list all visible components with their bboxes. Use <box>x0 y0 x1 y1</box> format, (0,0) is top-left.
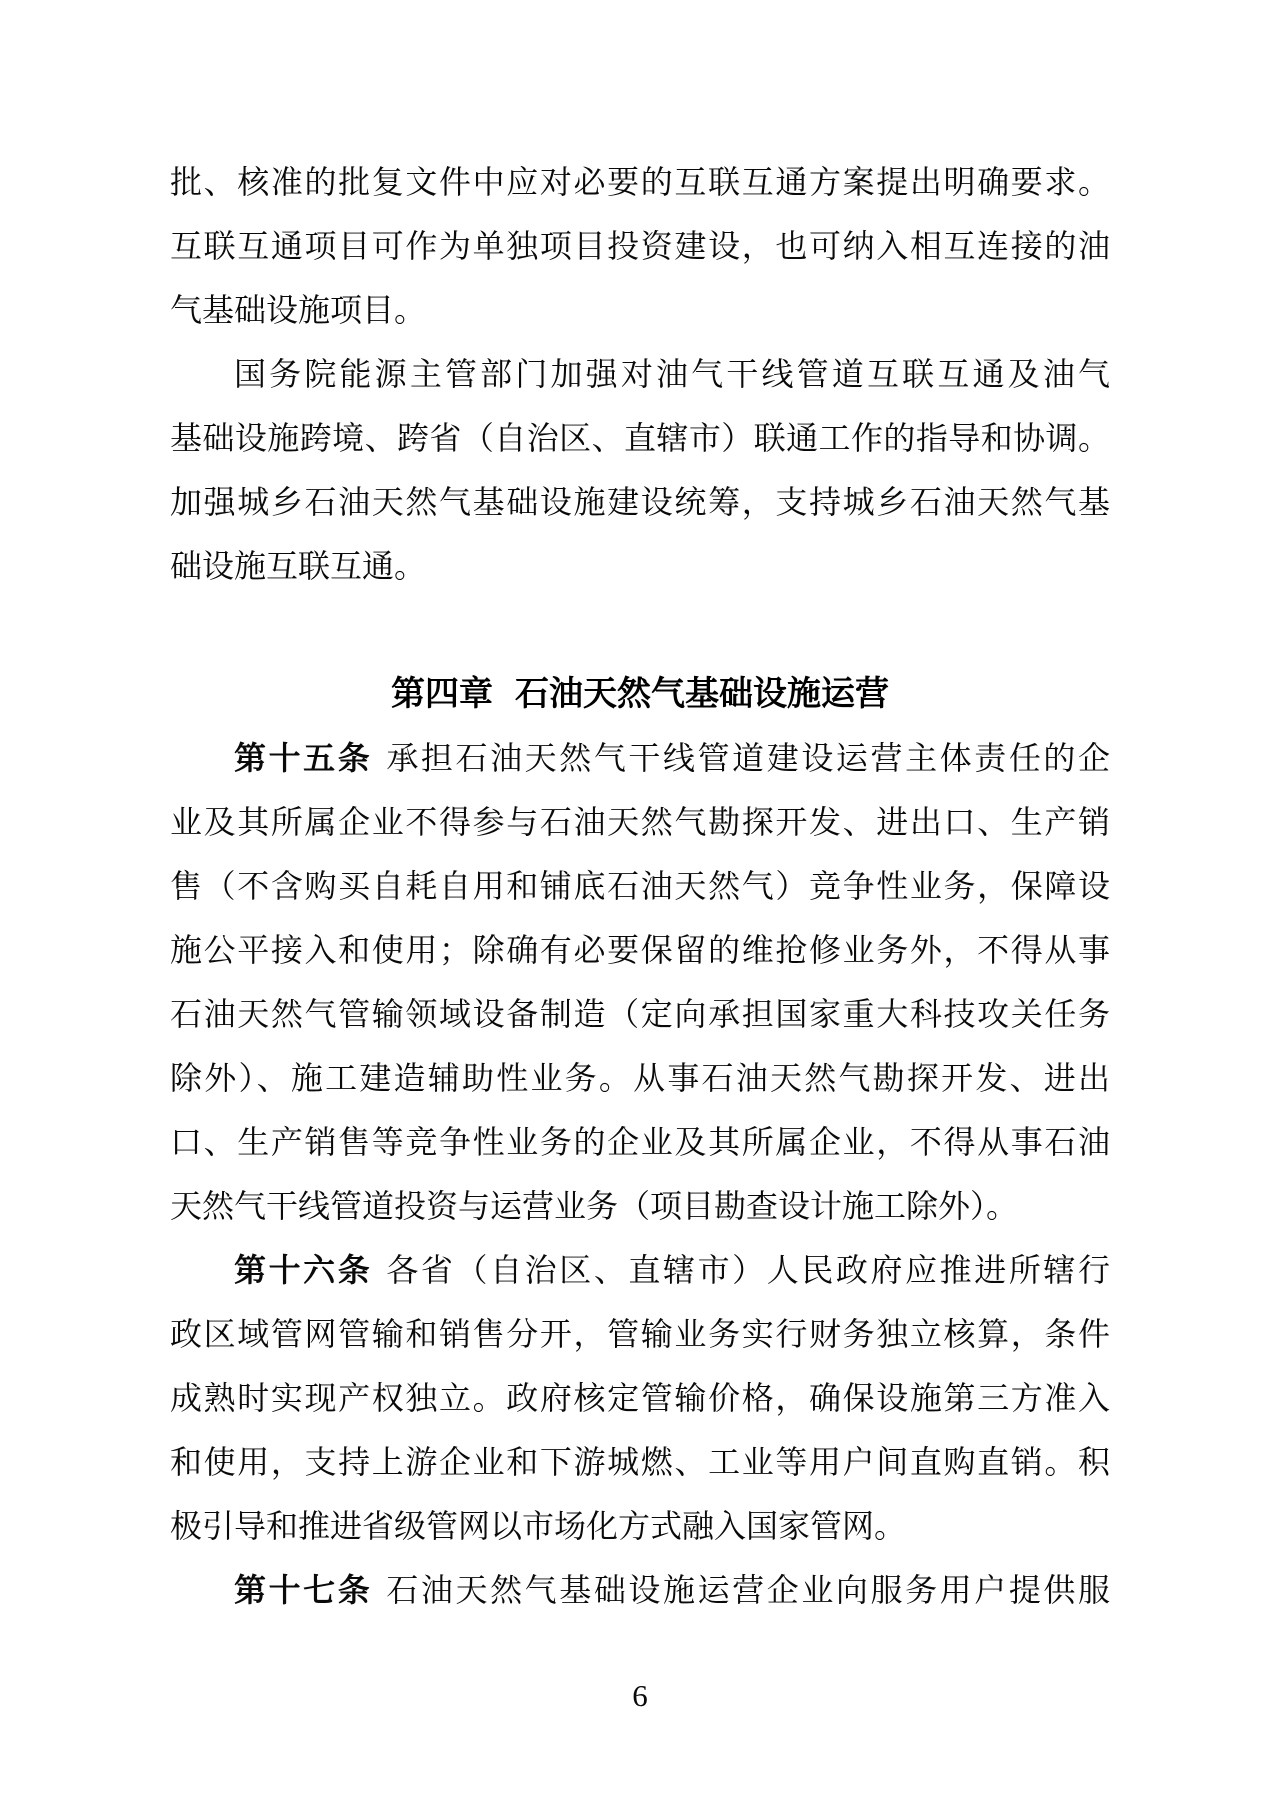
article-number: 第十七条 <box>234 1572 373 1608</box>
article-text: 石油天然气基础设施运营企业向服务用户提供服 <box>386 1572 1110 1608</box>
article-number: 第十五条 <box>234 740 373 776</box>
article-text: 各省（自治区、直辖市）人民政府应推进所辖行 <box>386 1252 1110 1288</box>
body-line: 业及其所属企业不得参与石油天然气勘探开发、进出口、生产销 <box>170 804 1110 840</box>
body-line: 加强城乡石油天然气基础设施建设统筹，支持城乡石油天然气基 <box>170 484 1110 520</box>
body-line: 础设施互联互通。 <box>170 548 427 584</box>
body-line: 互联互通项目可作为单独项目投资建设，也可纳入相互连接的油 <box>170 228 1110 264</box>
chapter-number: 第四章 <box>391 675 493 713</box>
body-line: 政区域管网管输和销售分开，管输业务实行财务独立核算，条件 <box>170 1316 1110 1352</box>
chapter-heading <box>170 662 1110 726</box>
body-line: 极引导和推进省级管网以市场化方式融入国家管网。 <box>170 1508 907 1544</box>
document-body <box>170 150 1110 1622</box>
body-line <box>170 1238 1110 1302</box>
body-line: 气基础设施项目。 <box>170 292 427 328</box>
body-line: 石油天然气管输领域设备制造（定向承担国家重大科技攻关任务 <box>170 996 1110 1032</box>
body-line: 和使用，支持上游企业和下游城燃、工业等用户间直购直销。积 <box>170 1444 1110 1480</box>
blank-line <box>170 598 1110 662</box>
body-line: 售（不含购买自耗自用和铺底石油天然气）竞争性业务，保障设 <box>170 868 1110 904</box>
body-line <box>170 1558 1110 1622</box>
page-number: 6 <box>632 1678 648 1713</box>
body-line: 国务院能源主管部门加强对油气干线管道互联互通及油气 <box>234 356 1110 392</box>
body-line: 除外）、施工建造辅助性业务。从事石油天然气勘探开发、进出 <box>170 1060 1110 1096</box>
article-text: 承担石油天然气干线管道建设运营主体责任的企 <box>386 740 1110 776</box>
body-line: 批、核准的批复文件中应对必要的互联互通方案提出明确要求。 <box>170 164 1110 200</box>
body-line <box>170 726 1110 790</box>
body-line: 口、生产销售等竞争性业务的企业及其所属企业，不得从事石油 <box>170 1124 1110 1160</box>
body-line: 成熟时实现产权独立。政府核定管输价格，确保设施第三方准入 <box>170 1380 1110 1416</box>
body-line: 施公平接入和使用；除确有必要保留的维抢修业务外，不得从事 <box>170 932 1110 968</box>
article-number: 第十六条 <box>234 1252 373 1288</box>
body-line: 天然气干线管道投资与运营业务（项目勘查设计施工除外）。 <box>170 1188 1019 1224</box>
body-line: 基础设施跨境、跨省（自治区、直辖市）联通工作的指导和协调。 <box>170 420 1110 456</box>
chapter-title: 石油天然气基础设施运营 <box>515 675 889 713</box>
